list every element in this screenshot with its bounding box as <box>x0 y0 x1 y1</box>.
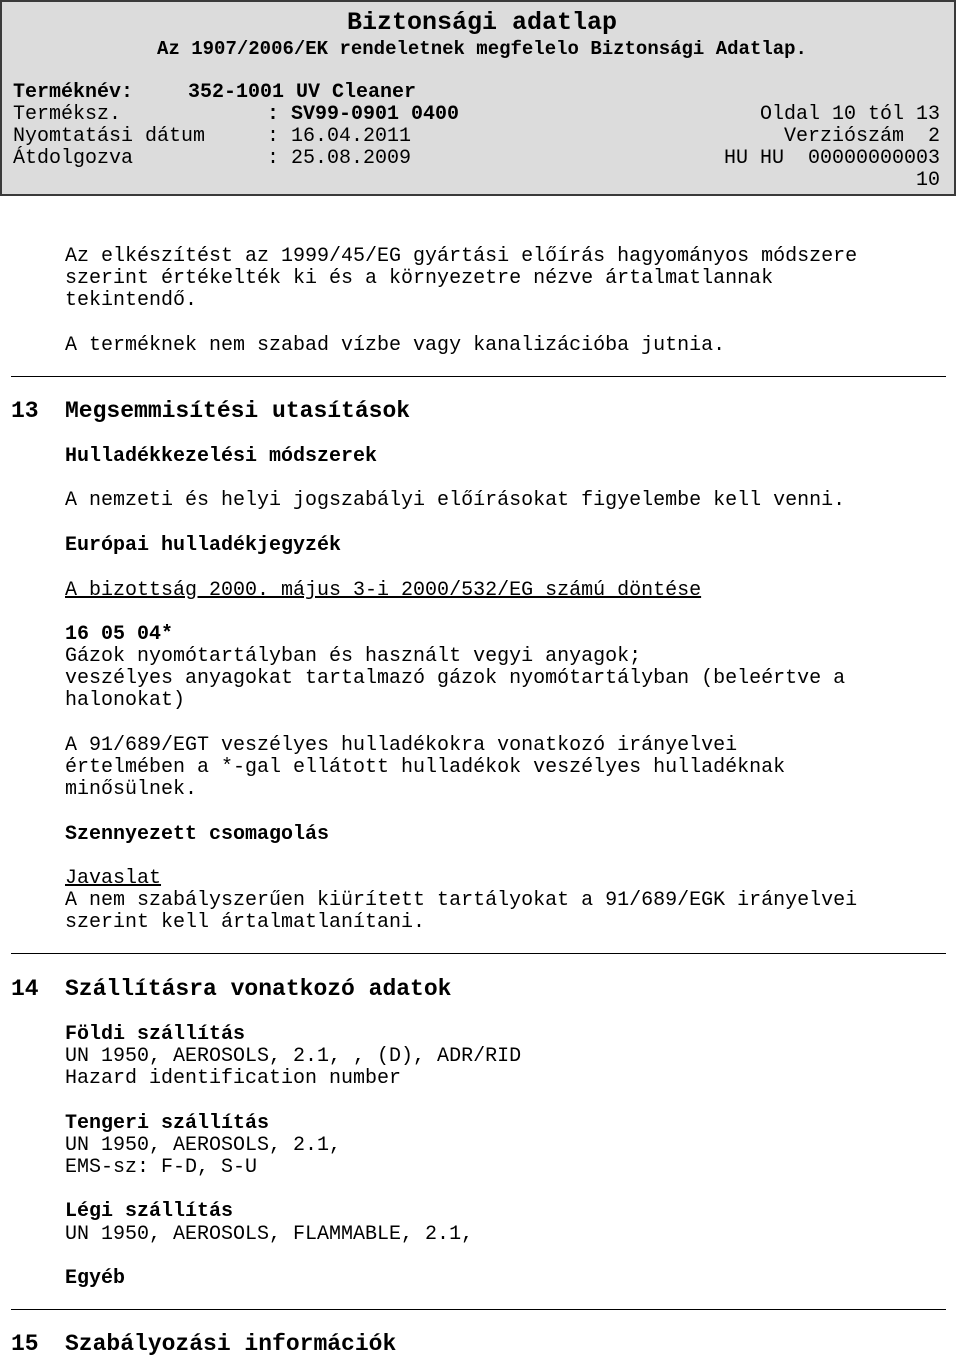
version-number: Verziószám 2 <box>783 125 940 148</box>
revised-label: Átdolgozva <box>13 147 134 170</box>
directive-line-1: A 91/689/EGT veszélyes hulladékokra vonatkozó irányelvei <box>65 734 738 757</box>
sea-transport-line-2: EMS-sz: F-D, S-U <box>65 1156 258 1179</box>
intro-line-1: Az elkészítést az 1999/45/EG gyártási előírás hagyományos módszere <box>65 245 858 268</box>
product-name-value: 352-1001 UV Cleaner <box>188 81 417 104</box>
intro-line-3: tekintendő. <box>65 289 198 312</box>
directive-line-3: minősülnek. <box>65 778 198 801</box>
revised-value: : 25.08.2009 <box>267 147 412 170</box>
print-date-label: Nyomtatási dátum <box>13 125 206 148</box>
directive-line-2: értelmében a *-gal ellátott hulladékok veszélyes hulladéknak <box>65 756 786 779</box>
product-number-value: : SV99-0901 0400 <box>267 103 460 126</box>
section-divider <box>11 953 946 954</box>
sea-transport-heading: Tengeri szállítás <box>65 1112 270 1135</box>
document-header <box>0 0 956 196</box>
waste-code-line-2: veszélyes anyagokat tartalmazó gázok nyomótartályban (beleértve a <box>65 667 846 690</box>
intro-line-2: szerint értékelték ki és a környezetre nézve ártalmatlannak <box>65 267 774 290</box>
contaminated-packaging-heading: Szennyezett csomagolás <box>65 823 330 846</box>
section-13-title: Megsemmisítési utasítások <box>65 398 411 424</box>
waste-code-line-1: Gázok nyomótartályban és használt vegyi anyagok; <box>65 645 642 668</box>
document-code-suffix: 10 <box>915 169 940 192</box>
section-15-number: 15 <box>11 1331 39 1357</box>
waste-code: 16 05 04* <box>65 623 174 646</box>
eu-waste-catalog-heading: Európai hulladékjegyzék <box>65 534 342 557</box>
print-date-value: : 16.04.2011 <box>267 125 412 148</box>
section-13-number: 13 <box>11 398 39 424</box>
product-number-label: Terméksz. <box>13 103 122 126</box>
air-transport-heading: Légi szállítás <box>65 1200 234 1223</box>
recommendation-line-1: A nem szabályszerűen kiürített tartályokat a 91/689/EGK irányelvei <box>65 889 858 912</box>
waste-methods-heading: Hulladékkezelési módszerek <box>65 445 378 468</box>
section-divider <box>11 376 946 377</box>
section-14-number: 14 <box>11 976 39 1002</box>
document-code: HU HU 00000000003 <box>723 147 940 170</box>
other-transport-heading: Egyéb <box>65 1267 126 1290</box>
document-subtitle: Az 1907/2006/EK rendeletnek megfelelo Biztonsági Adatlap. <box>157 38 807 60</box>
recommendation-line-2: szerint kell ártalmatlanítani. <box>65 911 426 934</box>
commission-decision: A bizottság 2000. május 3-i 2000/532/EG számú döntése <box>65 579 702 602</box>
waste-methods-text: A nemzeti és helyi jogszabályi előírásokat figyelembe kell venni. <box>65 489 846 512</box>
air-transport-line-1: UN 1950, AEROSOLS, FLAMMABLE, 2.1, <box>65 1223 474 1246</box>
land-transport-heading: Földi szállítás <box>65 1023 246 1046</box>
section-15-title: Szabályozási információk <box>65 1331 397 1357</box>
section-divider <box>11 1309 946 1310</box>
document-title: Biztonsági adatlap <box>346 8 618 37</box>
land-transport-line-2: Hazard identification number <box>65 1067 402 1090</box>
intro-line-4: A terméknek nem szabad vízbe vagy kanalizációba jutnia. <box>65 334 726 357</box>
sea-transport-line-1: UN 1950, AEROSOLS, 2.1, <box>65 1134 342 1157</box>
recommendation-label: Javaslat <box>65 867 162 890</box>
section-14-title: Szállításra vonatkozó adatok <box>65 976 452 1002</box>
page-indicator: Oldal 10 tól 13 <box>759 103 940 126</box>
waste-code-line-3: halonokat) <box>65 689 186 712</box>
land-transport-line-1: UN 1950, AEROSOLS, 2.1, , (D), ADR/RID <box>65 1045 522 1068</box>
product-name-label: Terméknév: <box>13 81 134 104</box>
